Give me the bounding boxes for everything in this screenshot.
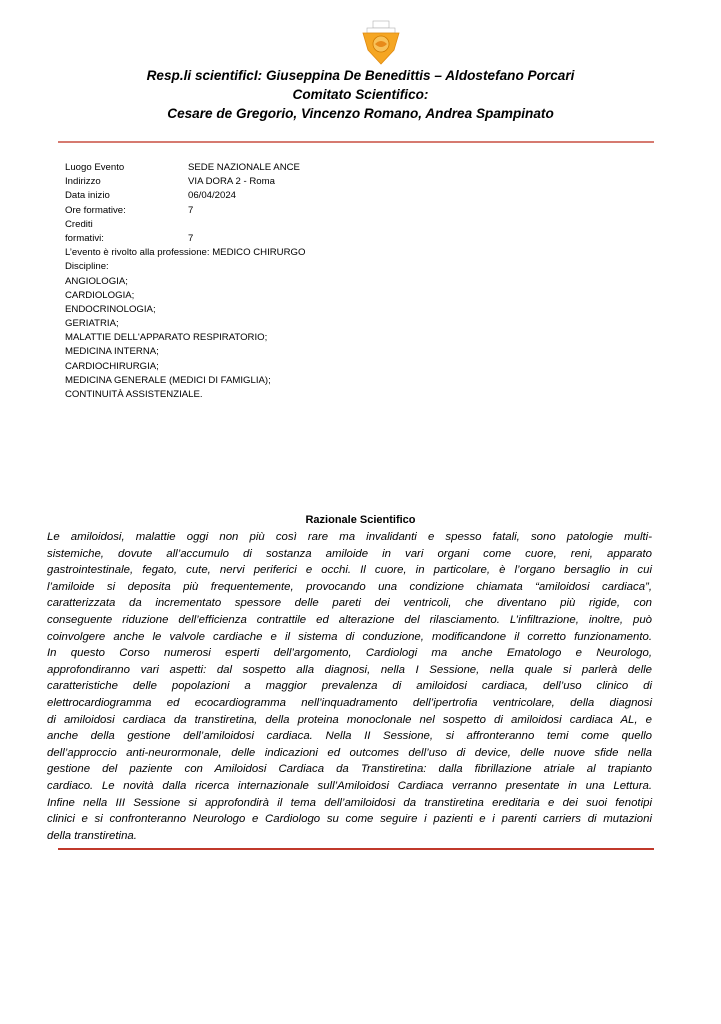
discipline-item: CARDIOLOGIA;: [65, 289, 135, 301]
data-label: Data inizio: [65, 190, 110, 202]
razionale-line: caratteristiche delle popolazioni a maggior prevalenza di amiloidosi cardiaca, dell’uso clinico di: [47, 680, 652, 693]
data-value: 06/04/2024: [188, 190, 237, 202]
scientific-responsibles: Resp.li scientificI: Giuseppina De Benedittis – Aldostefano Porcari: [146, 68, 575, 83]
razionale-line: gestione del paziente con Amiloidosi Cardiaca da Transtiretina: dalla fibrillazione atriale al trapianto: [47, 763, 652, 776]
luogo-value: SEDE NAZIONALE ANCE: [188, 162, 300, 173]
society-logo-icon: [358, 20, 404, 66]
discipline-item: MEDICINA GENERALE (MEDICI DI FAMIGLIA);: [65, 374, 271, 386]
discipline-item: GERIATRIA;: [65, 318, 119, 330]
razionale-body: [47, 529, 652, 844]
razionale-line: approfondiranno vari aspetti: dal sospetto alla diagnosi, nella I Sessione, nella quale si parlerà delle: [47, 663, 652, 676]
razionale-line: dell’approccio anti-neurormonale, delle indicazioni ed outcomes dell’uso di device, delle nuove sfide nella: [47, 746, 652, 759]
ore-value: 7: [188, 204, 194, 216]
discipline-item: ANGIOLOGIA;: [65, 275, 128, 287]
indirizzo-label: Indirizzo: [65, 176, 101, 188]
indirizzo-value: VIA DORA 2 - Roma: [188, 176, 275, 188]
razionale-line: di amiloidosi cardiaca da transtiretina, della proteina monoclonale nel sospetto di amiloidosi cardiaca AL, e: [47, 713, 652, 726]
committee-title: Comitato Scientifico:: [292, 87, 429, 102]
event-info: [65, 161, 305, 402]
razionale-line: caratterizzata da incrementato spessore delle pareti dei ventricoli, che diventano più rigide, con: [47, 597, 652, 610]
info-row-crediti-2: [65, 232, 305, 246]
discipline-item: CONTINUITÀ ASSISTENZIALE.: [65, 389, 203, 400]
razionale-line: gastrointestinale, fegato, cute, nervi periferici e occhi. Il cuore, in particolare, è l’organo bersaglio in cui: [47, 564, 652, 577]
razionale-title: Razionale Scientifico: [305, 514, 416, 526]
razionale-line: Le amiloidosi, malattie oggi non più così rare ma invalidanti e spesso fatali, sono patologie multi-: [47, 531, 652, 543]
committee-members: Cesare de Gregorio, Vincenzo Romano, Andrea Spampinato: [167, 106, 554, 121]
razionale-line: cardiaco. Le novità dalla ricerca internazionale sull’Amiloidosi Cardiaca verranno presentate in una Lettura.: [47, 779, 652, 792]
razionale-line: sistemiche, dovute all’accumulo di sostanza amiloide in vari organi come cuore, reni, apparato: [47, 547, 652, 560]
razionale-line: Infine nella III Sessione si approfondirà il tema dell’amiloidosi da transtiretina ereditaria e dei suoi fenotipi: [47, 796, 652, 809]
luogo-label: Luogo Evento: [65, 162, 125, 173]
crediti-label-1: Crediti: [65, 218, 93, 230]
info-row-crediti-1: [65, 218, 305, 232]
bottom-divider: [58, 848, 654, 850]
discipline-item: CARDIOCHIRURGIA;: [65, 360, 159, 372]
razionale-line: elettrocardiogramma ed ecocardiogramma nell’inquadramento dell’ipertrofia ventricolare, della diagnosi: [47, 696, 652, 709]
razionale-line: conseguente riduzione dell’efficienza contrattile ed alterazione del rilasciamento. L’infiltrazione, inoltre, può: [47, 613, 652, 626]
info-row-luogo: [65, 161, 305, 175]
crediti-label-2: formativi:: [65, 232, 104, 244]
discipline-item: MALATTIE DELL'APPARATO RESPIRATORIO;: [65, 332, 268, 344]
info-row-data: [65, 189, 305, 203]
razionale-line: clinici e si confronteranno Neurologo e Cardiologo su come seguire i pazienti e i parenti carriers di mutazioni: [47, 813, 652, 826]
razionale-line: coinvolgere anche le valvole cardiache e il sistema di conduzione, modificandone il corretto funzionamento.: [47, 630, 652, 643]
professione-text: L’evento è rivolto alla professione: MEDICO CHIRURGO: [65, 247, 306, 259]
info-row-indirizzo: [65, 175, 305, 189]
razionale-line: In questo Corso numerosi esperti dell’argomento, Cardiologi ma anche Ematologo e Neurologo,: [47, 647, 652, 660]
top-divider: [58, 141, 654, 143]
discipline-item: MEDICINA INTERNA;: [65, 346, 159, 358]
crediti-value: 7: [188, 232, 194, 244]
discipline-label: Discipline:: [65, 261, 109, 273]
info-row-ore: [65, 204, 305, 218]
razionale-line: l’amiloide si deposita più frequentemente, provocando una condizione chiamata “amiloidosi cardiaca”,: [47, 580, 652, 593]
razionale-line: della transtiretina.: [47, 829, 137, 842]
discipline-item: ENDOCRINOLOGIA;: [65, 303, 156, 315]
ore-label: Ore formative:: [65, 204, 126, 216]
razionale-line: anche della gestione dell’amiloidosi cardiaca. Nella II Sessione, si affronteranno temi come quello: [47, 730, 652, 743]
